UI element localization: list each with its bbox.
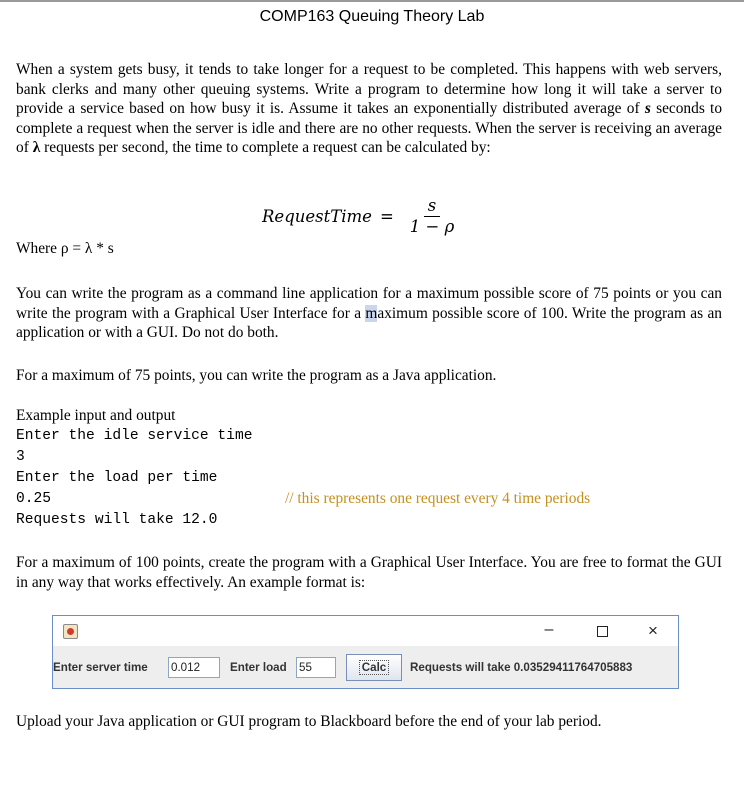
formula-fraction xyxy=(406,196,459,237)
console-line: 0.25 xyxy=(16,491,52,507)
result-label: Requests will take 0.03529411764705883 xyxy=(410,661,633,674)
max-75-paragraph: For a maximum of 75 points, you can write the program as a Java application. xyxy=(16,367,497,384)
symbol-lambda: λ xyxy=(32,139,41,157)
server-time-input[interactable] xyxy=(168,657,220,678)
java-app-icon xyxy=(63,624,78,639)
formula-lhs: RequestTime xyxy=(262,206,372,226)
scoring-paragraph xyxy=(16,284,722,343)
intro-text-1: When a system gets busy, it tends to take longer for a request to be completed. This happens with web servers, bank clerks and many other queuing systems. Write a program to determine how long it will take a server to provide a service based on how busy it is. Assume it takes an exponentially distributed average of xyxy=(16,61,722,118)
scoring-text-2: aximum possible score of 100. Write the program as an application or with a GUI. Do not do both. xyxy=(16,304,722,342)
where-line: Where ρ = λ * s xyxy=(16,240,114,257)
upload-instructions: Upload your Java application or GUI program to Blackboard before the end of your lab period. xyxy=(16,713,602,730)
highlighted-letter: m xyxy=(365,304,378,322)
formula-numerator: s xyxy=(424,196,440,217)
top-border-line xyxy=(0,0,744,2)
calc-button[interactable] xyxy=(346,654,402,681)
intro-text-2: seconds to complete a request when the server is idle and there are no other requests. When the server is receiving an average of xyxy=(16,100,723,157)
max-100-paragraph: For a maximum of 100 points, create the program with a Graphical User Interface. You are free to format the GUI in any way that works effectively. An example format is: xyxy=(16,554,722,591)
intro-text-3: requests per second, the time to complete a request can be calculated by: xyxy=(44,139,491,157)
console-line: Enter the load per time xyxy=(16,470,218,486)
console-line: Requests will take 12.0 xyxy=(16,512,218,528)
server-time-label: Enter server time xyxy=(53,661,148,674)
minimize-button[interactable]: – xyxy=(544,621,554,638)
load-label: Enter load xyxy=(230,661,287,674)
intro-paragraph xyxy=(16,60,722,158)
load-input[interactable] xyxy=(296,657,336,678)
code-comment: // this represents one request every 4 time periods xyxy=(285,490,591,507)
request-time-formula xyxy=(262,193,458,239)
close-button[interactable]: × xyxy=(648,621,658,640)
formula-denominator: 1 − ρ xyxy=(409,216,455,236)
example-heading: Example input and output xyxy=(16,407,176,424)
window-titlebar xyxy=(53,616,678,646)
maximize-button[interactable] xyxy=(590,621,614,641)
page-title: COMP163 Queuing Theory Lab xyxy=(259,8,485,25)
console-line: Enter the idle service time xyxy=(16,428,253,444)
gui-control-row xyxy=(53,654,678,680)
console-line: 3 xyxy=(16,449,25,465)
scoring-text-1: You can write the program as a command line application for a maximum possible score of 75 points or you can write the program with a Graphical User Interface for a xyxy=(16,285,722,322)
formula-equals: = xyxy=(379,206,394,226)
symbol-s: s xyxy=(644,100,651,118)
calc-button-label: Calc xyxy=(359,660,390,675)
maximize-icon xyxy=(597,626,608,637)
gui-example-window xyxy=(52,615,679,689)
